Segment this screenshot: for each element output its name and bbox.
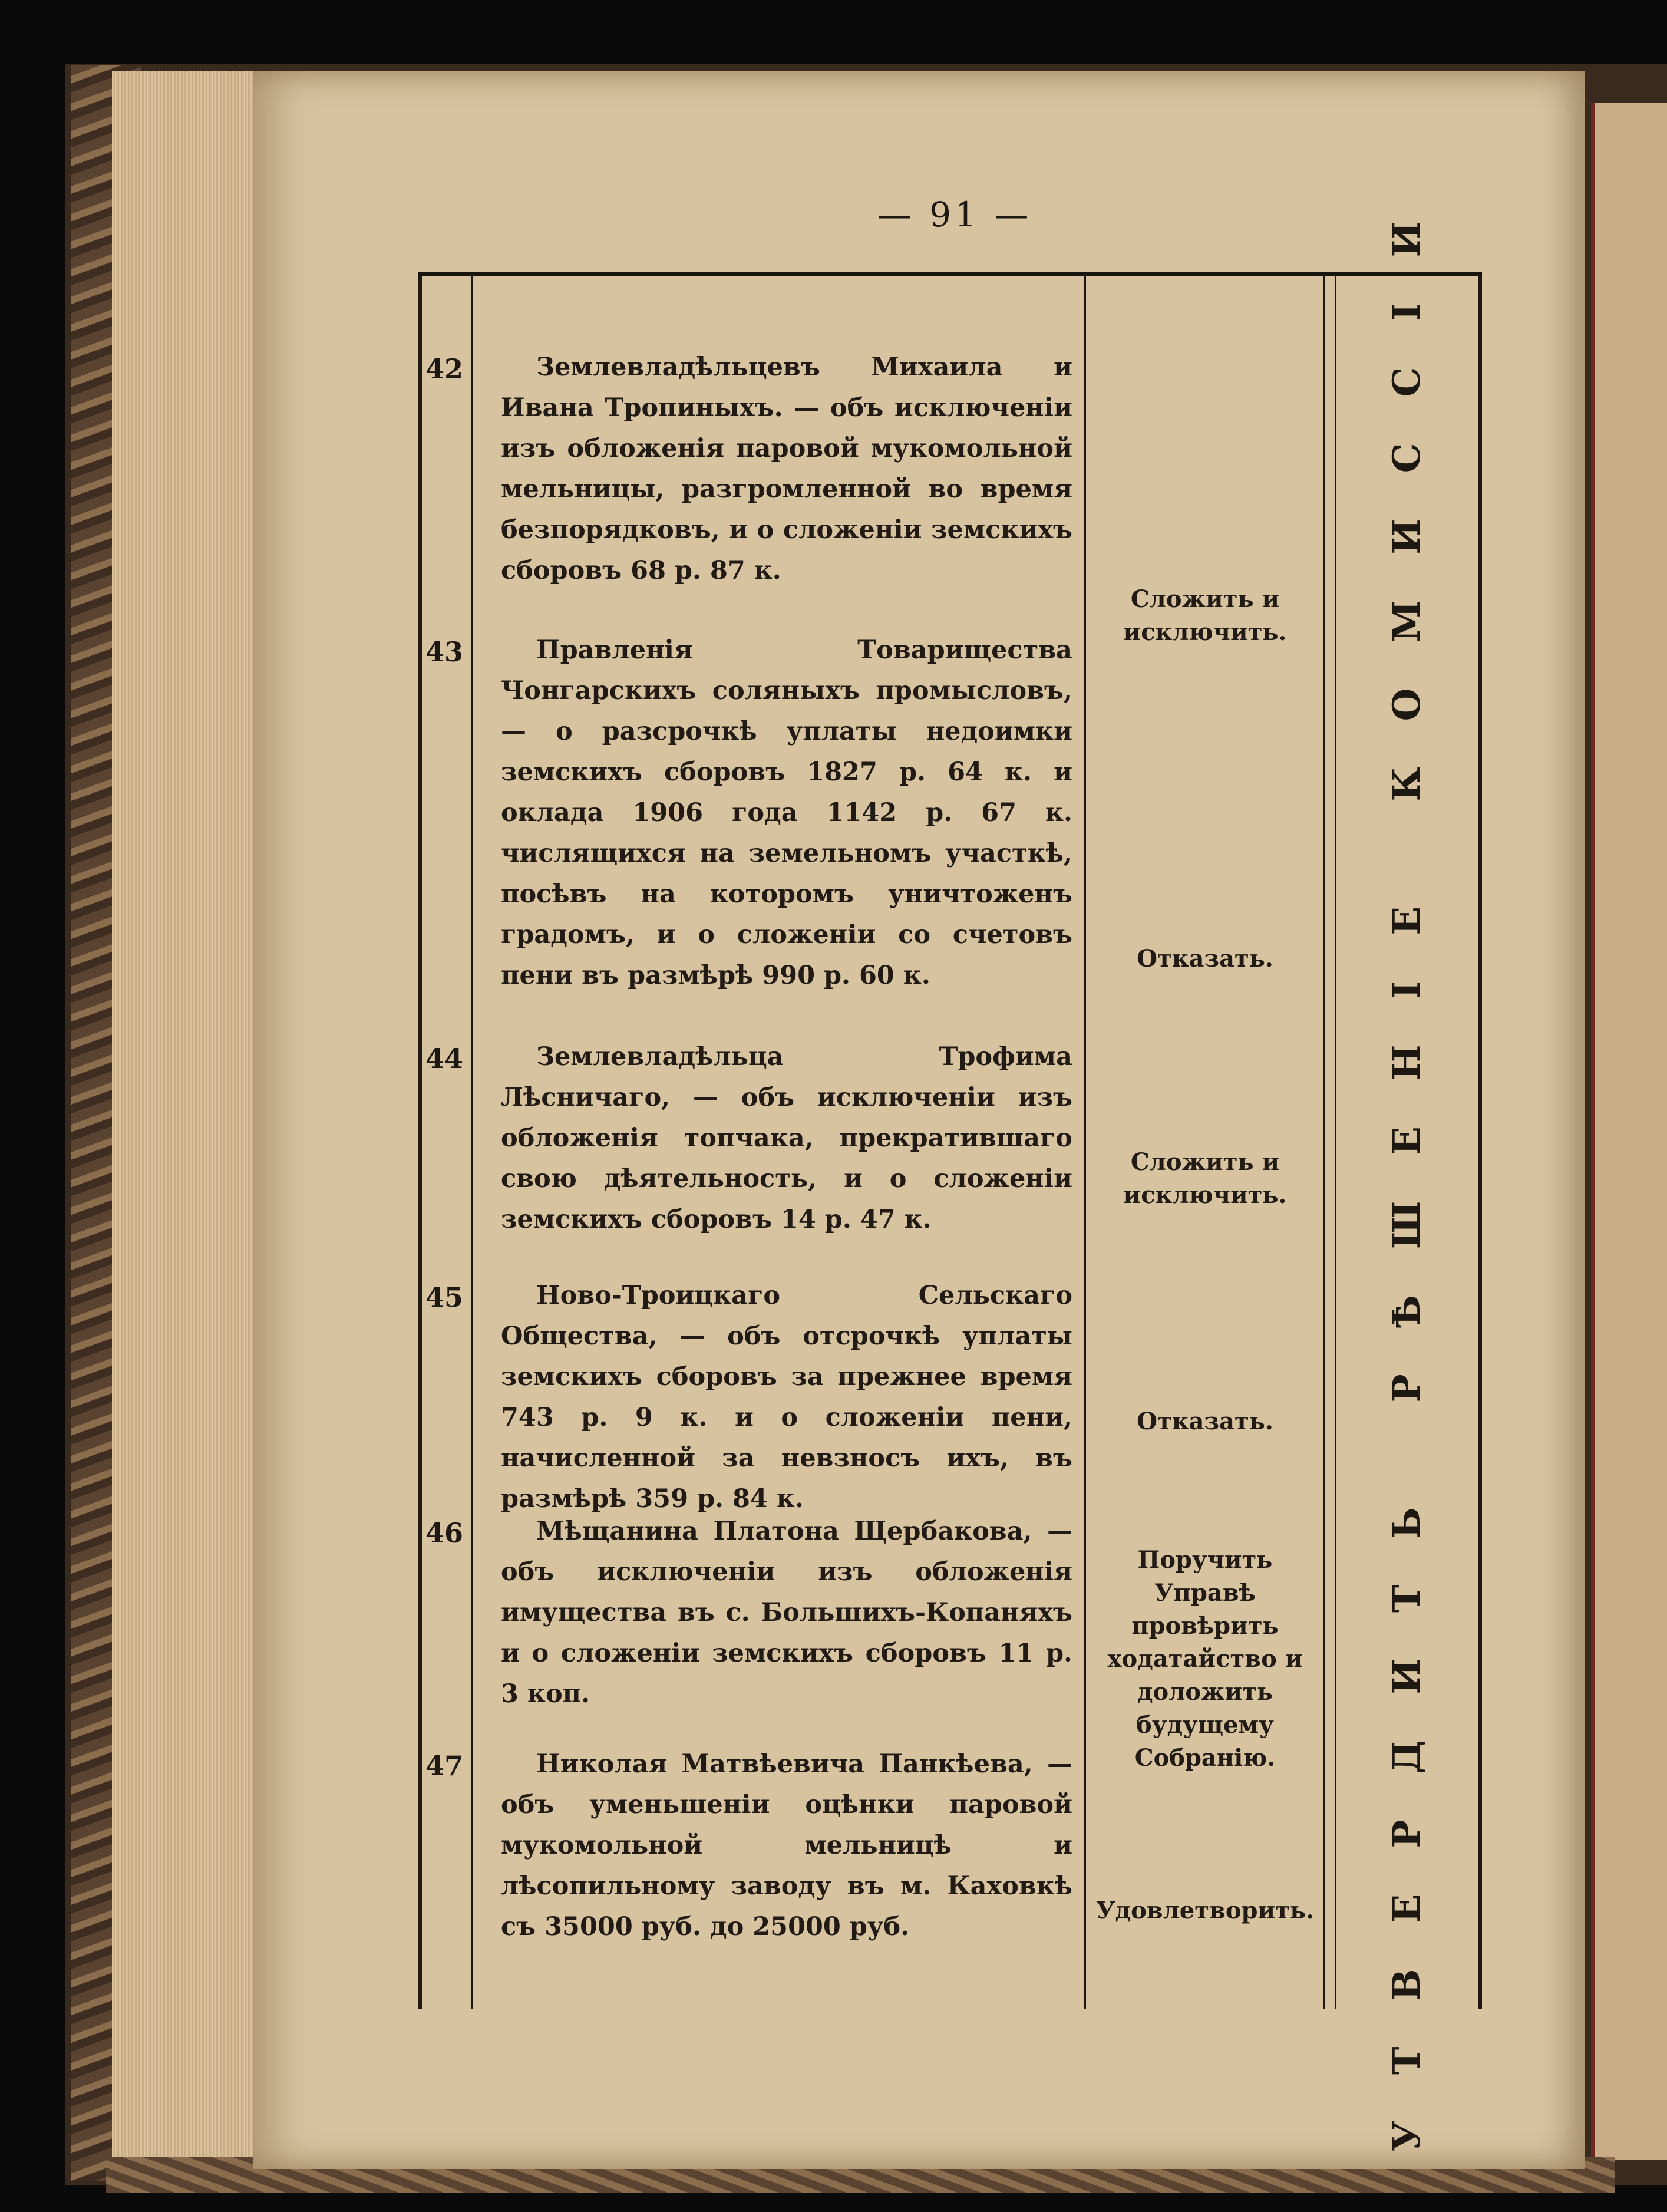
entry-number: 42	[425, 353, 464, 385]
entry-number: 45	[425, 1281, 464, 1313]
entry-number: 44	[425, 1043, 464, 1074]
entry-decision: Отказать.	[1137, 1407, 1273, 1435]
vertical-heading	[1342, 175, 1471, 2152]
entry-number: 46	[425, 1517, 464, 1549]
entry-decision: Поручить Управѣ провѣрить ходатайство и доложить будущему Собранію.	[1107, 1546, 1303, 1772]
table-rule-text	[1084, 276, 1086, 2009]
table-rule-decision-inner	[1335, 276, 1336, 2009]
table-rule-number	[471, 276, 473, 2009]
entry-text: Ново-Троицкаго Сельскаго Общества, — объ отсрочкѣ уплаты земскихъ сборовъ за прежнее время 743 р. 9 к. и о сложеніи пени, начисленной за невзносъ ихъ, въ размѣрѣ 359 р. 84 к.	[501, 1281, 1072, 1514]
page-number: — 91 —	[877, 195, 1032, 235]
entry-decision: Удовлетворить.	[1096, 1897, 1314, 1924]
entry-text: Николая Матвѣевича Панкѣева, — объ уменьшеніи оцѣнки паровой мукомольной мельницѣ и лѣсопильному заводу въ м. Каховкѣ съ 35000 руб. до 25000 руб.	[501, 1749, 1072, 1941]
entry-decision: Сложить и исключить.	[1123, 1148, 1287, 1209]
entry-decision: Отказать.	[1137, 945, 1273, 973]
page-edges	[112, 71, 265, 2169]
table-rule-left	[418, 276, 422, 2009]
entry-text: Землевладѣльцевъ Михаила и Ивана Тропиныхъ. — объ исключеніи изъ обложенія паровой мукомольной мельницы, разгромленной во время безпорядковъ, и о сложеніи земскихъ сборовъ 68 р. 87 к.	[501, 352, 1072, 585]
entry-text: Мѣщанина Платона Щербакова, — объ исключеніи изъ обложенія имущества въ с. Большихъ-Копаняхъ и о сложеніи земскихъ сборовъ 11 р. 3 коп.	[501, 1517, 1072, 1709]
entry-text: Правленія Товарищества Чонгарскихъ соляныхъ промысловъ, — о разсрочкѣ уплаты недоимки земскихъ сборовъ 1827 р. 64 к. и оклада 1906 года 1142 р. 67 к. числящихся на земельномъ участкѣ, посѣвъ на которомъ уничтоженъ градомъ, и о сложеніи со счетовъ пени въ размѣрѣ 990 р. 60 к.	[501, 635, 1072, 990]
entry-number: 47	[425, 1750, 464, 1782]
table-rule-right	[1478, 276, 1482, 2009]
entry-decision: Сложить и исключить.	[1123, 585, 1287, 646]
entry-number: 43	[425, 636, 464, 668]
entry-text: Землевладѣльца Трофима Лѣсничаго, — объ исключеніи изъ обложенія топчака, прекратившаго свою дѣятельность, и о сложеніи земскихъ сборовъ 14 р. 47 к.	[501, 1042, 1072, 1234]
table-rule-decision	[1323, 276, 1325, 2009]
vertical-heading-text: УТВЕРДИТЬ РѢШЕНІЕ КОМИССІИ	[1384, 175, 1429, 2152]
next-page-edge	[1591, 103, 1667, 2160]
